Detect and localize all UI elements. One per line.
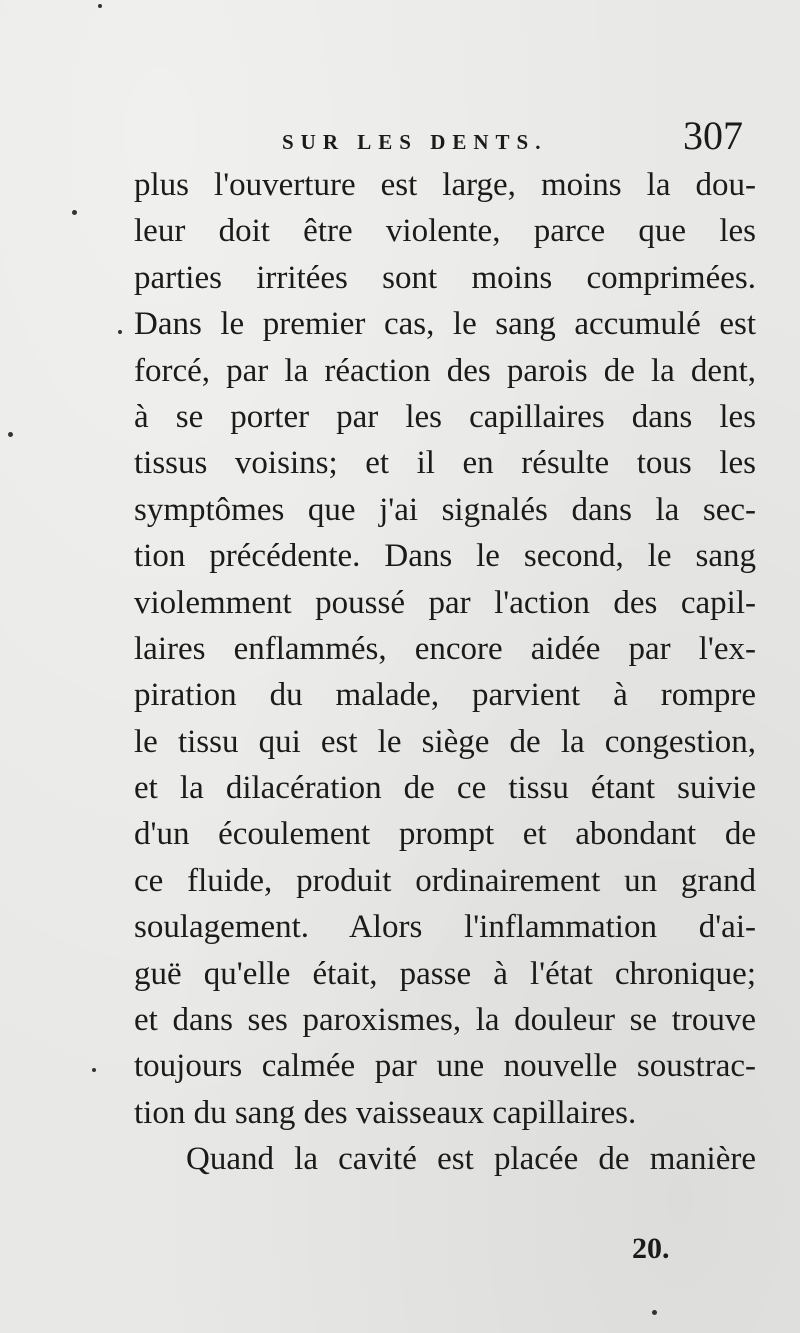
paper-speck	[92, 1068, 96, 1072]
page-number: 307	[683, 113, 743, 158]
text-line: forcé, par la réaction des parois de la dent,	[134, 352, 756, 389]
page-header	[130, 112, 770, 162]
text-line: violemment poussé par l'action des capil-	[134, 584, 756, 621]
signature-mark: 20.	[632, 1232, 670, 1265]
text-line: guë qu'elle était, passe à l'état chronique;	[134, 955, 756, 992]
paper-speck	[652, 1310, 657, 1315]
text-line: toujours calmée par une nouvelle soustrac-	[134, 1048, 756, 1085]
running-head: SUR LES DENTS.	[282, 130, 548, 154]
body-text	[134, 162, 756, 1183]
text-line: et la dilacération de ce tissu étant suivie	[134, 770, 756, 807]
text-line: laires enflammés, encore aidée par l'ex-	[134, 630, 756, 667]
text-line: plus l'ouverture est large, moins la dou-	[134, 167, 756, 203]
text-line: le tissu qui est le siège de la congestion,	[134, 723, 756, 760]
text-line: à se porter par les capillaires dans les	[134, 398, 756, 435]
text-line: piration du malade, parvient à rompre	[134, 677, 756, 714]
paper-speck	[118, 330, 122, 334]
text-line: et dans ses paroxismes, la douleur se trouve	[134, 1002, 756, 1039]
text-line: Dans le premier cas, le sang accumulé est	[134, 306, 756, 343]
text-line: soulagement. Alors l'inflammation d'ai-	[134, 909, 756, 946]
paragraph-start-line: Quand la cavité est placée de manière	[186, 1141, 756, 1178]
text-line: symptômes que j'ai signalés dans la sec-	[134, 491, 756, 528]
paper-speck	[8, 432, 13, 437]
paper-speck	[98, 4, 102, 8]
text-line: tissus voisins; et il en résulte tous les	[134, 445, 756, 482]
text-line: tion précédente. Dans le second, le sang	[134, 538, 756, 575]
text-line: d'un écoulement prompt et abondant de	[134, 816, 756, 853]
paper-speck	[72, 210, 77, 215]
text-line: ce fluide, produit ordinairement un grand	[134, 862, 756, 899]
text-line: parties irritées sont moins comprimées.	[134, 259, 756, 296]
text-line: tion du sang des vaisseaux capillaires.	[134, 1094, 637, 1131]
text-line: leur doit être violente, parce que les	[134, 213, 756, 250]
